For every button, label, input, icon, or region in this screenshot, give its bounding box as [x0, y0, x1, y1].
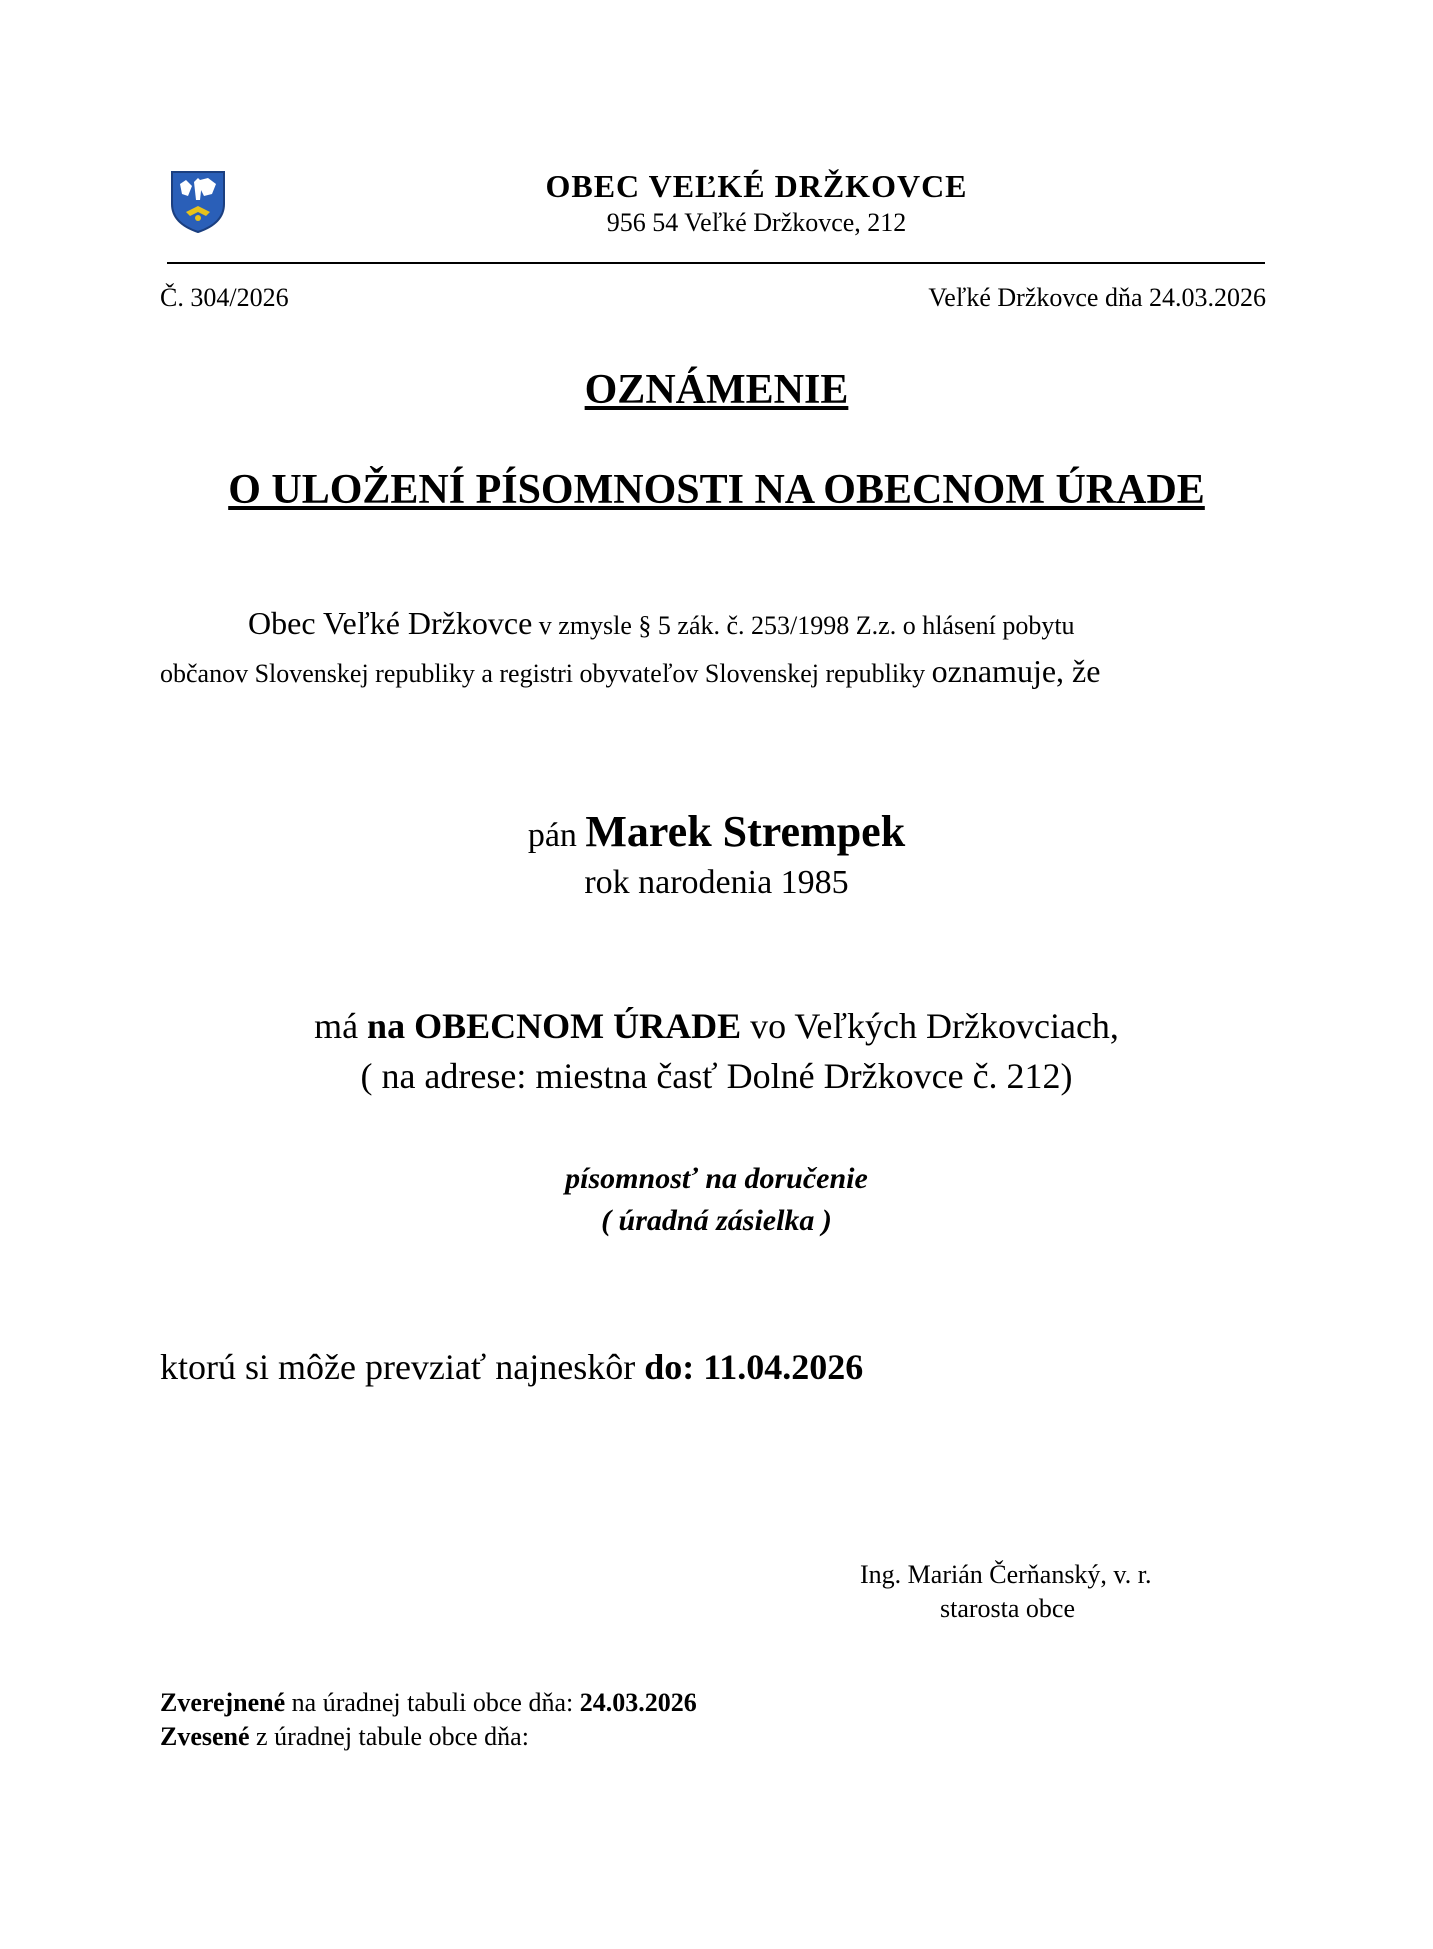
pickup-deadline — [160, 1346, 863, 1388]
removed-text: z úradnej tabule obce dňa: — [249, 1722, 529, 1751]
reference-number: Č. 304/2026 — [160, 283, 289, 312]
removed-label: Zvesené — [160, 1722, 250, 1751]
header-divider — [167, 262, 1265, 264]
removed-line — [160, 1722, 529, 1752]
municipality-address: 956 54 Veľké Držkovce, 212 — [606, 208, 907, 237]
office-name: na OBECNOM ÚRADE — [367, 1006, 742, 1046]
deadline-prefix: ktorú si môže prevziať najneskôr — [160, 1347, 645, 1387]
published-line — [160, 1688, 697, 1718]
office-suffix: vo Veľkých Držkovciach, — [741, 1006, 1119, 1046]
intro-subject: Obec Veľké Držkovce — [248, 605, 533, 641]
recipient-name: Marek Strempek — [585, 807, 906, 856]
document-subtitle: O ULOŽENÍ PÍSOMNOSTI NA OBECNOM ÚRADE — [228, 467, 1205, 513]
office-line — [0, 1005, 1433, 1047]
office-address: ( na adrese: miestna časť Dolné Držkovce č. 212) — [360, 1056, 1073, 1096]
municipality-name: OBEC VEĽKÉ DRŽKOVCE — [545, 168, 968, 204]
intro-tail: , že — [1056, 653, 1101, 689]
intro-law-reference: v zmysle § 5 zák. č. 253/1998 Z.z. o hlásení pobytu — [532, 611, 1075, 640]
published-date: 24.03.2026 — [579, 1688, 697, 1717]
document-title: OZNÁMENIE — [584, 367, 849, 413]
document-type: písomnosť na doručenie — [565, 1162, 868, 1195]
intro-line-2 — [160, 653, 1100, 690]
intro-verb: oznamuje — [931, 653, 1057, 689]
recipient-line — [0, 806, 1433, 857]
published-text: na úradnej tabuli obce dňa: — [285, 1688, 580, 1717]
intro-line-1 — [248, 605, 1075, 642]
intro-continuation: občanov Slovenskej republiky a registri obyvateľov Slovenskej republiky — [160, 659, 932, 688]
recipient-salutation: pán — [527, 817, 586, 854]
signatory-role: starosta obce — [940, 1594, 1076, 1623]
place-and-date: Veľké Držkovce dňa 24.03.2026 — [928, 283, 1266, 312]
signatory-name: Ing. Marián Čerňanský, v. r. — [860, 1560, 1152, 1589]
recipient-birth-year: rok narodenia 1985 — [584, 864, 849, 901]
deadline-date: do: 11.04.2026 — [644, 1347, 864, 1387]
document-subtype: ( úradná zásielka ) — [601, 1204, 832, 1237]
published-label: Zverejnené — [160, 1688, 286, 1717]
office-prefix: má — [314, 1006, 368, 1046]
